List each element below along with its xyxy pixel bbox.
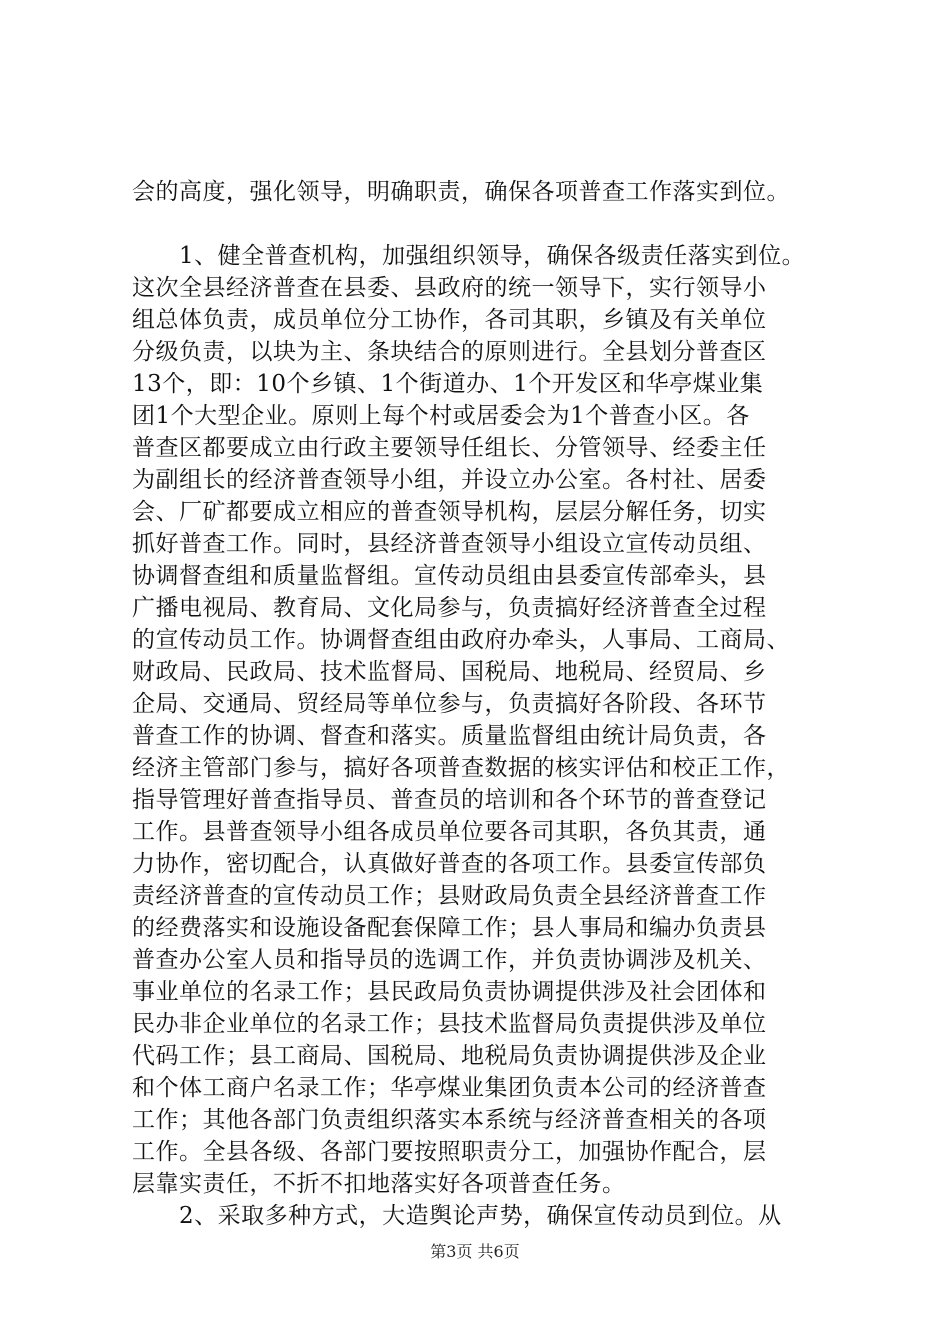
text-line: 和个体工商户名录工作；华亭煤业集团负责本公司的经济普查 xyxy=(132,1075,767,1101)
text-line: 协调督查组和质量监督组。宣传动员组由县委宣传部牵头，县 xyxy=(132,563,767,589)
text-line: 广播电视局、教育局、文化局参与，负责搞好经济普查全过程 xyxy=(132,595,767,621)
text-line: 会、厂矿都要成立相应的普查领导机构，层层分解任务，切实 xyxy=(132,499,767,525)
text-line: 普查工作的协调、督查和落实。质量监督组由统计局负责，各 xyxy=(132,723,767,749)
text-line: 为副组长的经济普查领导小组，并设立办公室。各村社、居委 xyxy=(132,467,767,493)
text-line: 这次全县经济普查在县委、县政府的统一领导下，实行领导小 xyxy=(132,275,767,301)
text-line: 民办非企业单位的名录工作；县技术监督局负责提供涉及单位 xyxy=(132,1011,767,1037)
text-line: 团1个大型企业。原则上每个村或居委会为1个普查小区。各 xyxy=(132,403,750,429)
text-line: 分级负责，以块为主、条块结合的原则进行。全县划分普查区 xyxy=(132,339,767,365)
text-line: 13个，即：10个乡镇、1个街道办、1个开发区和华亭煤业集 xyxy=(132,371,764,397)
text-line: 责经济普查的宣传动员工作；县财政局负责全县经济普查工作 xyxy=(132,883,767,909)
text-line: 抓好普查工作。同时，县经济普查领导小组设立宣传动员组、 xyxy=(132,531,767,557)
text-line: 企局、交通局、贸经局等单位参与，负责搞好各阶段、各环节 xyxy=(132,691,767,717)
text-line: 工作。县普查领导小组各成员单位要各司其职，各负其责，通 xyxy=(132,819,767,845)
text-line: 2、采取多种方式，大造舆论声势，确保宣传动员到位。从 xyxy=(132,1203,782,1229)
text-line: 代码工作；县工商局、国税局、地税局负责协调提供涉及企业 xyxy=(132,1043,767,1069)
text-line: 层靠实责任，不折不扣地落实好各项普查任务。 xyxy=(132,1171,626,1197)
text-line: 指导管理好普查指导员、普查员的培训和各个环节的普查登记 xyxy=(132,787,767,813)
text-line: 工作。全县各级、各部门要按照职责分工，加强协作配合，层 xyxy=(132,1139,767,1165)
text-line: 1、健全普查机构，加强组织领导，确保各级责任落实到位。 xyxy=(132,243,806,269)
text-line: 力协作，密切配合，认真做好普查的各项工作。县委宣传部负 xyxy=(132,851,767,877)
text-line: 普查办公室人员和指导员的选调工作，并负责协调涉及机关、 xyxy=(132,947,767,973)
text-line: 事业单位的名录工作；县民政局负责协调提供涉及社会团体和 xyxy=(132,979,767,1005)
text-line: 会的高度，强化领导，明确职责，确保各项普查工作落实到位。 xyxy=(132,179,790,205)
page-number-footer: 第3页 共6页 xyxy=(430,1242,520,1261)
text-line: 财政局、民政局、技术监督局、国税局、地税局、经贸局、乡 xyxy=(132,659,767,685)
text-line: 工作；其他各部门负责组织落实本系统与经济普查相关的各项 xyxy=(132,1107,767,1133)
text-line: 组总体负责，成员单位分工协作，各司其职，乡镇及有关单位 xyxy=(132,307,767,333)
text-line: 的宣传动员工作。协调督查组由政府办牵头，人事局、工商局、 xyxy=(132,627,790,653)
text-line: 的经费落实和设施设备配套保障工作；县人事局和编办负责县 xyxy=(132,915,767,941)
text-line: 普查区都要成立由行政主要领导任组长、分管领导、经委主任 xyxy=(132,435,767,461)
text-line: 经济主管部门参与，搞好各项普查数据的核实评估和校正工作， xyxy=(132,755,790,781)
